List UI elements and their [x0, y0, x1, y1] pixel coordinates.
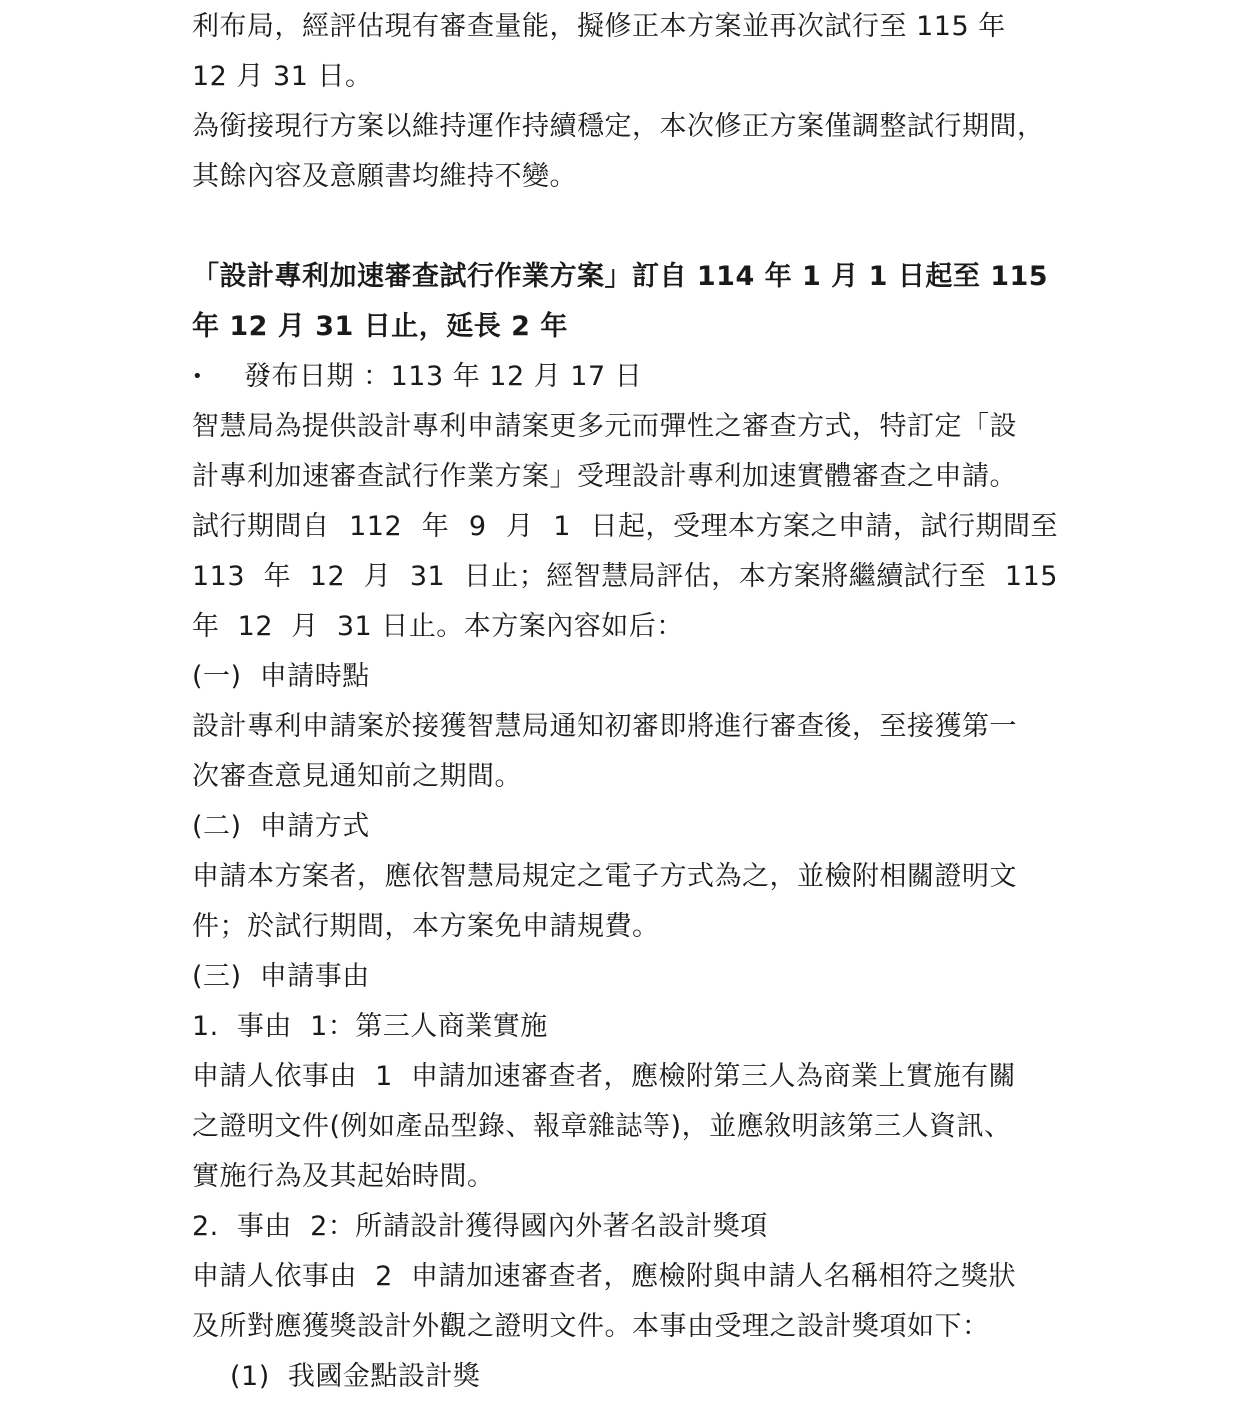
- p2-l2-part: 日止；經智慧局評估，本方案將繼續試行至: [463, 561, 987, 592]
- reason-1-line-1: 申請人依事由 1 申請加速審查者，應檢附第三人為商業上實施有關: [192, 1061, 1017, 1092]
- section-2-title: (二) 申請方式: [192, 811, 370, 842]
- reason-1-line-3: 實施行為及其起始時間。: [192, 1161, 495, 1192]
- reason-1-line-2: 之證明文件(例如產品型錄、報章雜誌等)，並應敘明該第三人資訊、: [192, 1111, 1012, 1142]
- paragraph-2-line-1: [192, 502, 1058, 552]
- section-gap: [192, 202, 1072, 252]
- section-1-line-1: 設計專利申請案於接獲智慧局通知初審即將進行審查後，至接獲第一: [192, 711, 1017, 742]
- p2-l2-part: 年: [263, 561, 292, 592]
- p2-l1-part: 9: [468, 511, 487, 542]
- reason-1-title: 1. 事由 1：第三人商業實施: [192, 1011, 548, 1042]
- intro-line-2: 12 月 31 日。: [192, 61, 373, 92]
- award-item-1: (1) 我國金點設計獎: [230, 1361, 481, 1392]
- reason-2-title: 2. 事由 2：所請設計獲得國內外著名設計獎項: [192, 1211, 768, 1242]
- paragraph-2-line-3: 年 12 月 31 日止。本方案內容如后：: [192, 611, 684, 642]
- p2-l1-part: 月: [506, 511, 534, 542]
- section-1-title: (一) 申請時點: [192, 661, 370, 692]
- section-3-title: (三) 申請事由: [192, 961, 370, 992]
- section-2-line-2: 件；於試行期間，本方案免申請規費。: [192, 911, 660, 942]
- p2-l2-part: 月: [363, 561, 392, 592]
- announcement-heading-line-2: 年 12 月 31 日止，延長 2 年: [192, 311, 568, 342]
- section-1-line-2: 次審查意見通知前之期間。: [192, 761, 522, 792]
- announcement-heading-line-1: 「設計專利加速審查試行作業方案」訂自 114 年 1 月 1 日起至 115: [192, 261, 1049, 292]
- intro-line-3: 為銜接現行方案以維持運作持續穩定，本次修正方案僅調整試行期間，: [192, 111, 1045, 142]
- intro-line-1: 利布局，經評估現有審查量能，擬修正本方案並再次試行至 115 年: [192, 11, 1006, 42]
- p2-l1-part: 日起，受理本方案之申請，試行期間至: [590, 511, 1058, 542]
- p2-l1-part: 112: [349, 511, 403, 542]
- paragraph-2-line-2: [192, 552, 1058, 602]
- bullet-icon: •: [192, 366, 204, 387]
- publish-date-item: [192, 352, 1072, 402]
- paragraph-1-line-1: 智慧局為提供設計專利申請案更多元而彈性之審查方式，特訂定「設: [192, 411, 1017, 442]
- p2-l2-part: 113: [192, 561, 246, 592]
- section-2-line-1: 申請本方案者，應依智慧局規定之電子方式為之，並檢附相關證明文: [192, 861, 1017, 892]
- p2-l2-part: 31: [409, 561, 446, 592]
- intro-line-4: 其餘內容及意願書均維持不變。: [192, 161, 577, 192]
- paragraph-1-line-2: 計專利加速審查試行作業方案」受理設計專利加速實體審查之申請。: [192, 461, 1017, 492]
- reason-2-line-2: 及所對應獲獎設計外觀之證明文件。本事由受理之設計獎項如下：: [192, 1311, 990, 1342]
- p2-l1-part: 年: [421, 511, 450, 542]
- p2-l1-part: 1: [553, 511, 571, 542]
- publish-date-text: 發布日期 ：113 年 12 月 17 日: [244, 361, 643, 392]
- reason-2-line-1: 申請人依事由 2 申請加速審查者，應檢附與申請人名稱相符之獎狀: [192, 1261, 1017, 1292]
- p2-l1-part: 試行期間自: [192, 511, 330, 542]
- document-page: [192, 2, 1072, 1402]
- p2-l2-part: 12: [309, 561, 346, 592]
- p2-l2-part: 115: [1004, 561, 1058, 592]
